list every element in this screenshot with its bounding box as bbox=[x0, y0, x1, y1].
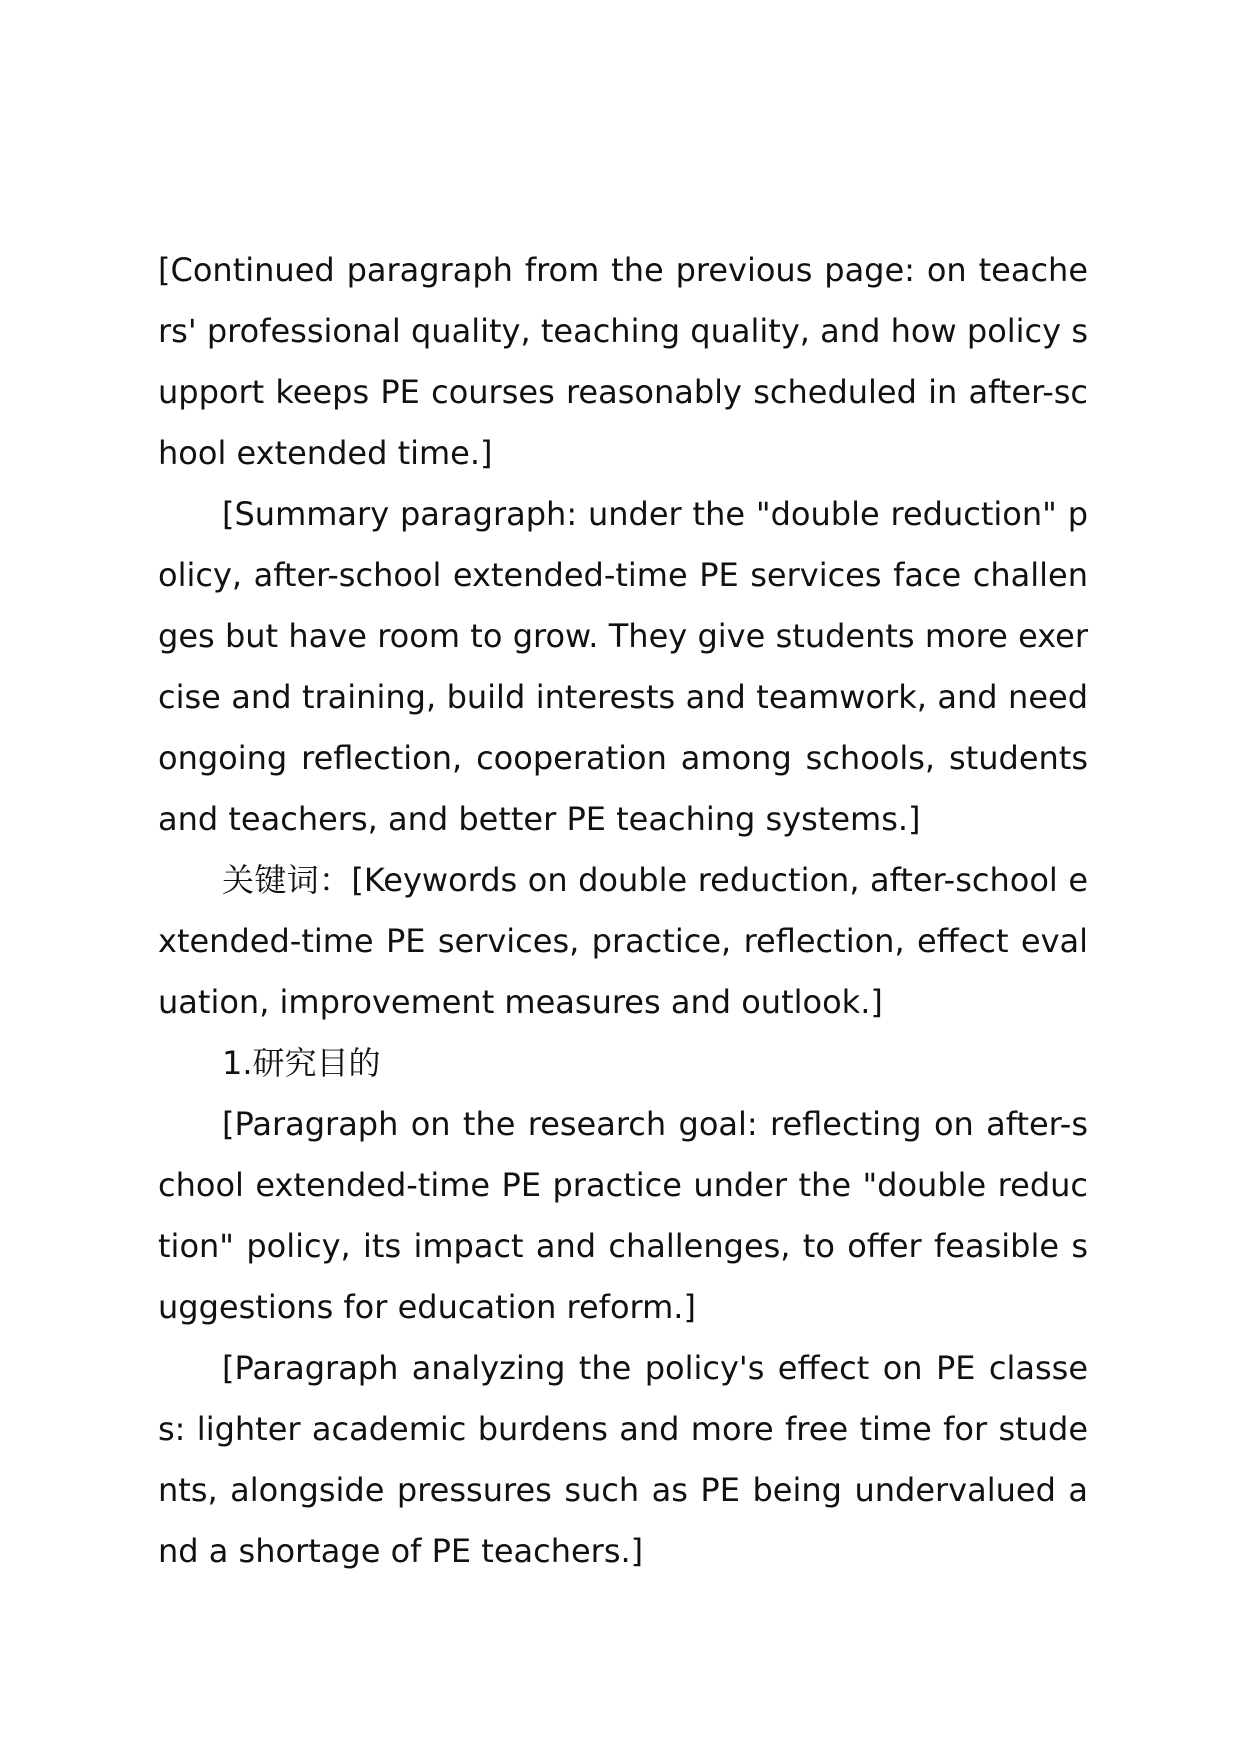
document-page bbox=[158, 240, 1088, 1582]
conclusion-paragraph bbox=[158, 484, 1088, 850]
section-heading: 1.研究目的 bbox=[222, 1044, 381, 1082]
analysis-summary: [Paragraph analyzing the policy's effect on PE classes: lighter academic burdens and more free time for students, alongside pressures such as PE being undervalued and a shortage of PE teachers.] bbox=[158, 1349, 1088, 1570]
keywords-paragraph bbox=[158, 850, 1088, 1033]
purpose-paragraph bbox=[158, 1094, 1088, 1338]
conclusion-summary: [Summary paragraph: under the "double reduction" policy, after-school extended-time PE services face challenges but have room to grow. They give students more exercise and training, build interests and teamwork, and need ongoing reflection, cooperation among schools, students and teachers, and better PE teaching systems.] bbox=[158, 495, 1088, 838]
continuation-summary: [Continued paragraph from the previous page: on teachers' professional quality, teaching quality, and how policy support keeps PE courses reasonably scheduled in after-school extended time.] bbox=[158, 251, 1088, 472]
analysis-paragraph bbox=[158, 1338, 1088, 1582]
continuation-paragraph bbox=[158, 240, 1088, 484]
keywords-label: 关键词： bbox=[222, 861, 352, 899]
purpose-summary: [Paragraph on the research goal: reflecting on after-school extended-time PE practice under the "double reduction" policy, its impact and challenges, to offer feasible suggestions for education reform.] bbox=[158, 1105, 1088, 1326]
keywords-summary: [Keywords on double reduction, after-school extended-time PE services, practice, reflection, effect evaluation, improvement measures and outlook.] bbox=[158, 861, 1088, 1021]
